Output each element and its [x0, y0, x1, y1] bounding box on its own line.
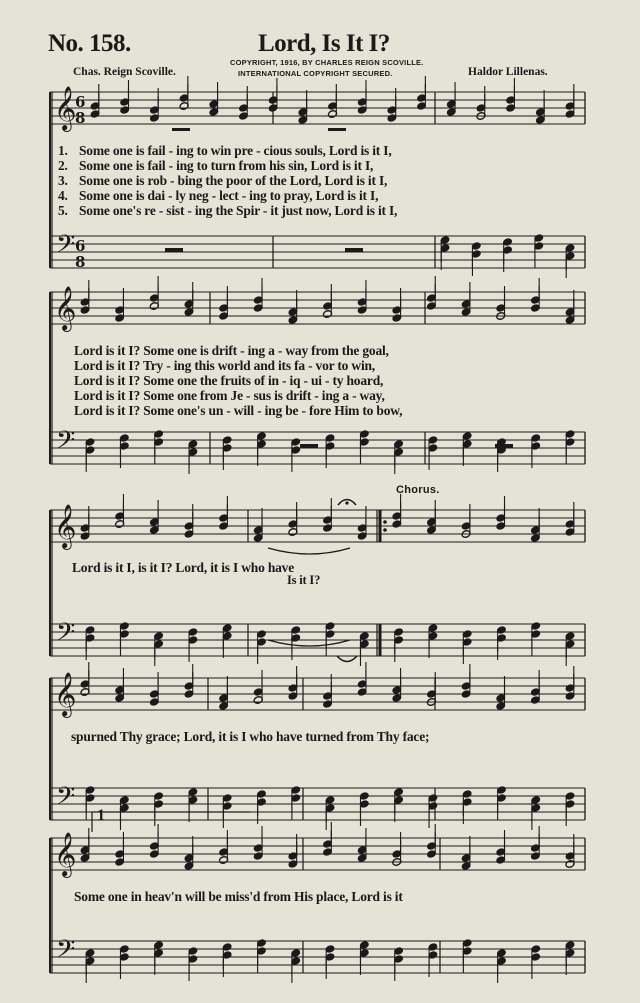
chorus-echo-lyrics: Is it I?	[287, 573, 321, 587]
bass-rest	[495, 444, 513, 448]
treble-clef-icon: 𝄞	[54, 286, 77, 330]
melisma-line	[172, 128, 190, 131]
copyright-line-1: COPYRIGHT, 1916, BY CHARLES REIGN SCOVILLE.	[230, 58, 424, 67]
verse-4-number: 4.	[58, 188, 68, 203]
fermata-dot	[345, 501, 348, 504]
verse-4-lyrics-system-2: Lord is it I? Some one from Je - sus is drift - ing a - way,	[74, 388, 385, 403]
bass-clef-icon: 𝄢	[56, 782, 76, 817]
verse-2-lyrics-system-2: Lord is it I? Try - ing this world and its fa - vor to win,	[74, 358, 375, 373]
hymn-title: Lord, Is It I?	[258, 30, 390, 57]
tie	[268, 548, 350, 554]
melisma-line	[328, 128, 346, 131]
time-signature-bottom: 8	[75, 109, 86, 127]
bass-clef-icon: 𝄢	[56, 935, 76, 970]
bass-staff	[50, 788, 585, 820]
bass-rest	[345, 248, 363, 252]
repeat-dot	[383, 528, 387, 532]
treble-clef-icon: 𝄞	[54, 832, 77, 876]
bass-clef-icon: 𝄢	[56, 426, 76, 461]
time-signature-top: 6	[75, 93, 86, 111]
verse-5-lyrics-system-1: Some one's re - sist - ing the Spir - it just now, Lord is it I,	[79, 203, 398, 218]
verse-2-lyrics-system-1: Some one is fail - ing to turn from his sin, Lord is it I,	[79, 158, 374, 173]
bass-staff	[50, 941, 585, 973]
chorus-lyrics-line-3: Some one in heav'n will be miss'd from His place, Lord is it	[74, 889, 403, 904]
verse-3-lyrics-system-1: Some one is rob - bing the poor of the Lord, Lord is it I,	[79, 173, 388, 188]
lyricist-credit: Chas. Reign Scoville.	[73, 66, 176, 78]
verse-3-lyrics-system-2: Lord is it I? Some one the fruits of in - iq - ui - ty hoard,	[74, 373, 384, 388]
verse-2-number: 2.	[58, 158, 68, 173]
chorus-lyrics-line-2: spurned Thy grace; Lord, it is I who have turned from Thy face;	[71, 729, 430, 744]
time-signature-top: 6	[75, 237, 86, 255]
treble-staff	[50, 92, 585, 124]
chorus-lyrics-line-1: Lord is it I, is it I? Lord, it is I who have	[72, 560, 295, 575]
bass-rest	[165, 248, 183, 252]
fermata-icon	[337, 656, 357, 662]
repeat-dot	[383, 520, 387, 524]
bass-clef-icon: 𝄢	[56, 618, 76, 653]
verse-1-lyrics-system-2: Lord is it I? Some one is drift - ing a - way from the goal,	[74, 343, 389, 358]
hymn-number: No. 158.	[48, 30, 131, 57]
time-signature-bottom: 8	[75, 253, 86, 271]
tie	[268, 640, 350, 646]
bass-rest	[300, 444, 318, 448]
bass-clef-icon: 𝄢	[56, 230, 76, 265]
first-ending-number: 1	[97, 807, 105, 824]
composer-credit: Haldor Lillenas.	[468, 66, 548, 78]
first-ending-bracket	[92, 812, 250, 832]
treble-clef-icon: 𝄞	[54, 86, 77, 130]
treble-clef-icon: 𝄞	[54, 672, 77, 716]
verse-4-lyrics-system-1: Some one is dai - ly neg - lect - ing to pray, Lord is it I,	[79, 188, 379, 203]
verse-1-lyrics-system-1: Some one is fail - ing to win pre - cious souls, Lord is it I,	[79, 143, 392, 158]
verse-5-number: 5.	[58, 203, 68, 218]
verse-1-number: 1.	[58, 143, 68, 158]
verse-5-lyrics-system-2: Lord is it I? Some one's un - will - ing be - fore Him to bow,	[74, 403, 403, 418]
treble-clef-icon: 𝄞	[54, 504, 77, 548]
verse-3-number: 3.	[58, 173, 68, 188]
chorus-label: Chorus.	[396, 484, 440, 496]
copyright-line-2: INTERNATIONAL COPYRIGHT SECURED.	[238, 69, 393, 78]
